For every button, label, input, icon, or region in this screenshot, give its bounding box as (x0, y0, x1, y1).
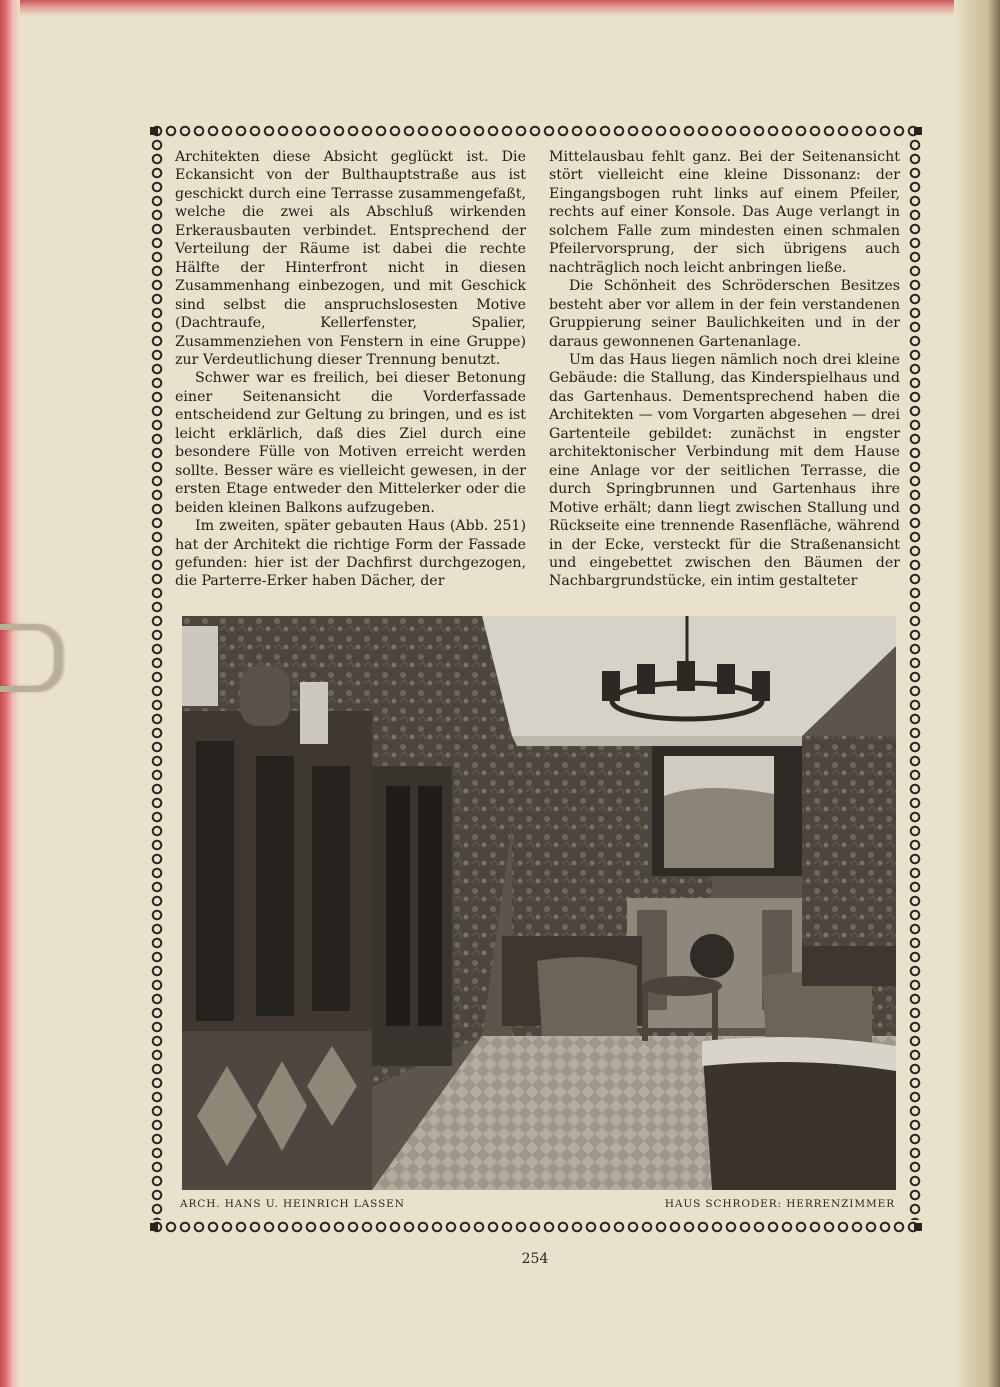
paragraph: Im zweiten, später gebauten Haus (Abb. 251) hat der Architekt die richtige Form der Fassade gefunden: hier ist der Dachfirst durchgezogen, die Parterre-Erker haben Dächer, der (175, 518, 526, 590)
paragraph: Die Schönheit des Schröderschen Besitzes besteht aber vor allem in der fein verstandenen Gruppierung seiner Baulichkeiten und in der daraus gewonnenen Gartenanlage. (549, 278, 900, 350)
paragraph: Schwer war es freilich, bei dieser Betonung einer Seitenansicht die Vorderfassade entscheidend zur Geltung zu bringen, und es ist leicht erklärlich, daß dies Ziel durch eine besondere Fülle von Motiven erreicht werden sollte. Besser wäre es vielleicht gewesen, in der ersten Etage entweder den Mittelerker oder die beiden kleinen Balkons aufzugeben. (175, 370, 526, 516)
paper-clip (0, 624, 62, 692)
paragraph: Mittelausbau fehlt ganz. Bei der Seitenansicht stört vielleicht eine kleine Dissonanz: der Eingangsbogen ruht links auf einem Pfeiler, rechts auf einer Konsole. Das Auge verlangt in solchem Falle zum mindesten einen schmalen Pfeilervorsprung, der sich übrigens auch nachträglich noch leicht anbringen ließe. (549, 149, 900, 276)
text-column-left (175, 148, 526, 591)
paragraph: Um das Haus liegen nämlich noch drei kleine Gebäude: die Stallung, das Kinderspielhaus und das Gartenhaus. Dementsprechend haben die Architekten — vom Vorgarten abgesehen — drei Gartenteile gebildet: zunächst in engster architektonischer Verbindung mit dem Hause eine Anlage vor der seitlichen Terrasse, die durch Springbrunnen und Gartenhaus ihre Motive erhält; dann liegt zwischen Stallung und Rückseite eine trennende Rasenfläche, während in der Ecke, versteckt für die Straßenansicht und eingebettet zwischen den Bäumen der Nachbargrundstücke, ein intim gestalteter (549, 351, 900, 590)
figure-caption-right: HAUS SCHRODER: HERRENZIMMER (664, 1198, 895, 1210)
border-top (150, 124, 922, 138)
paragraph: Architekten diese Absicht geglückt ist. Die Eckansicht von der Bulthauptstraße aus ist geschickt durch eine Terrasse zusammengefaßt, welche die zwei als Abschluß wirkenden Erkerausbauten verbindet. Entsprechend der Verteilung der Räume ist dabei die rechte Hälfte der Hinterfront nicht in diesen Zusammenhang einbezogen, und mit Geschick sind selbst die anspruchslosesten Motive (Dachtraufe, Kellerfenster, Spalier, Zusammenziehen von Fenstern in eine Gruppe) zur Verdeutlichung dieser Trennung benutzt. (175, 149, 526, 368)
page-edge-top (0, 0, 1000, 16)
border-bottom (150, 1220, 922, 1234)
border-left (150, 138, 164, 1220)
text-column-right (549, 148, 900, 591)
figure-caption-left: ARCH. HANS U. HEINRICH LASSEN (180, 1198, 405, 1210)
border-corner (150, 1223, 158, 1231)
border-corner (914, 127, 922, 135)
border-corner (150, 127, 158, 135)
interior-photograph (182, 616, 896, 1190)
border-corner (914, 1223, 922, 1231)
border-right (908, 138, 922, 1220)
page-edge-left (0, 0, 20, 1387)
photo-illustration (182, 616, 896, 1190)
page-number: 254 (521, 1251, 549, 1267)
page-edge-right (954, 0, 1000, 1387)
